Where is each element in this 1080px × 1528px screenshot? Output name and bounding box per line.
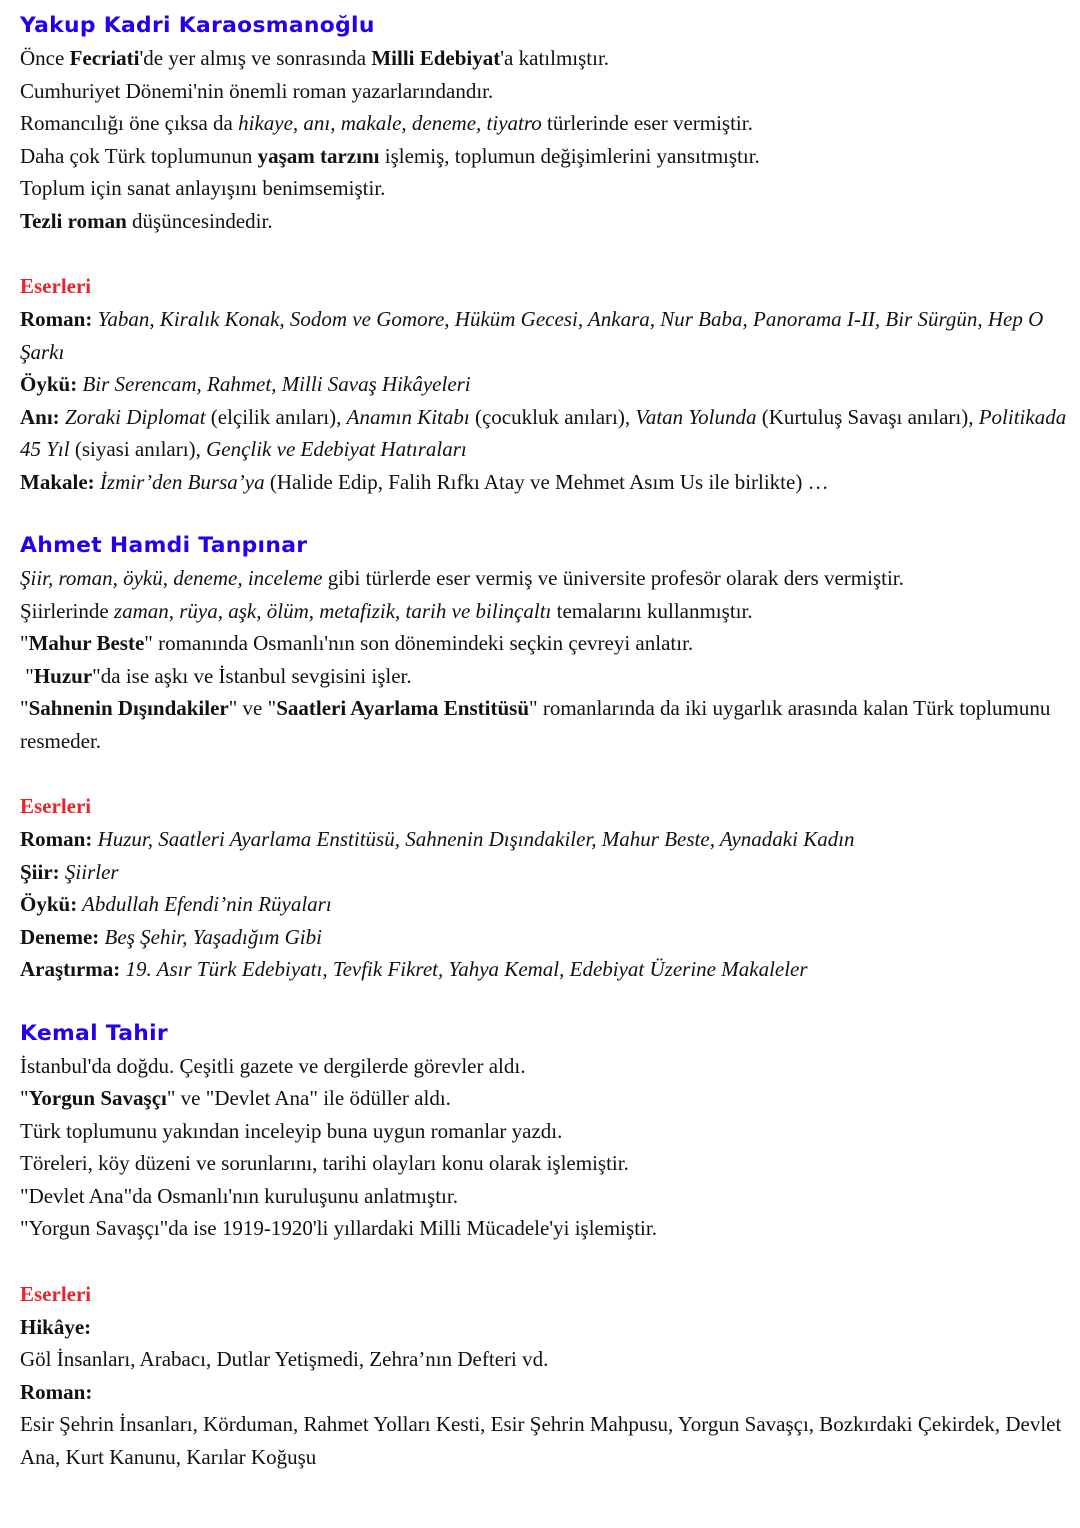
ahmet-works-deneme: Deneme: Beş Şehir, Yaşadığım Gibi [20,924,322,949]
kemal-hikaye-label: Hikâye: [20,1314,92,1339]
kemal-roman-label: Roman: [20,1379,93,1404]
ahmet-works-roman: Roman: Huzur, Saatleri Ayarlama Enstitüsü, Sahnenin Dışındakiler, Mahur Beste, Aynadaki Kadın [20,827,855,851]
ahmet-works-siir: Şiir: Şiirler [20,859,119,884]
ahmet-works-heading: Eserleri [20,794,92,818]
author-heading-ahmet: Ahmet Hamdi Tanpınar [20,533,308,557]
yakup-line-3: Romancılığı öne çıksa da hikaye, anı, makale, deneme, tiyatro türlerinde eser vermiştir. [20,111,753,135]
yakup-line-1: Önce Fecriati'de yer almış ve sonrasında Milli Edebiyat'a katılmıştır. [20,46,610,70]
kemal-line-4: Töreleri, köy düzeni ve sorunlarını, tarihi olayları konu olarak işlemiştir. [20,1151,629,1175]
ahmet-line-2: Şiirlerinde zaman, rüya, aşk, ölüm, metafizik, tarih ve bilinçaltı temalarını kullanmıştır. [20,598,753,623]
yakup-works-roman: Roman: Yaban, Kiralık Konak, Sodom ve Gomore, Hüküm Gecesi, Ankara, Nur Baba, Panorama I-II, Bir Sürgün, Hep O Şarkı [20,307,1044,364]
author-heading-yakup: Yakup Kadri Karaosmanoğlu [20,13,375,37]
yakup-line-2: Cumhuriyet Dönemi'nin önemli roman yazarlarındandır. [20,78,494,103]
yakup-works-ani: Anı: Zoraki Diplomat (elçilik anıları), Anamın Kitabı (çocukluk anıları), Vatan Yolunda (Kurtuluş Savaşı anıları), Politikada 45 Yıl (siyasi anıları), Gençlik ve Edebiyat Hatıraları [20,404,1067,461]
yakup-works-makale: Makale: İzmir’den Bursa’ya (Halide Edip, Falih Rıfkı Atay ve Mehmet Asım Us ile birlikte) … [20,469,829,494]
ahmet-line-5: "Sahnenin Dışındakiler" ve "Saatleri Ayarlama Enstitüsü" romanlarında da iki uygarlık arasında kalan Türk toplumunu resmeder. [20,696,1051,753]
yakup-works-oyku: Öykü: Bir Serencam, Rahmet, Milli Savaş Hikâyeleri [20,372,471,396]
yakup-line-4: Daha çok Türk toplumunun yaşam tarzını işlemiş, toplumun değişimlerini yansıtmıştır. [20,143,760,168]
kemal-roman-list: Esir Şehrin İnsanları, Körduman, Rahmet Yolları Kesti, Esir Şehrin Mahpusu, Yorgun Savaşçı, Bozkırdaki Çekirdek, Devlet Ana, Kurt Kanunu, Karılar Koğuşu [20,1412,1062,1469]
ahmet-works-arastirma: Araştırma: 19. Asır Türk Edebiyatı, Tevfik Fikret, Yahya Kemal, Edebiyat Üzerine Makaleler [20,957,808,981]
ahmet-works-oyku: Öykü: Abdullah Efendi’nin Rüyaları [20,892,332,916]
kemal-line-5: "Devlet Ana"da Osmanlı'nın kuruluşunu anlatmıştır. [20,1183,458,1208]
ahmet-line-1: Şiir, roman, öykü, deneme, inceleme gibi türlerde eser vermiş ve üniversite profesör olarak ders vermiştir. [20,566,904,590]
kemal-line-6: "Yorgun Savaşçı"da ise 1919-1920'li yıllardaki Milli Mücadele'yi işlemiştir. [20,1216,657,1240]
kemal-hikaye-list: Göl İnsanları, Arabacı, Dutlar Yetişmedi, Zehra’nın Defteri vd. [20,1347,549,1371]
kemal-line-3: Türk toplumunu yakından inceleyip buna uygun romanlar yazdı. [20,1118,563,1143]
author-heading-kemal: Kemal Tahir [20,1020,169,1045]
yakup-line-5: Toplum için sanat anlayışını benimsemiştir. [20,176,386,200]
ahmet-line-3: "Mahur Beste" romanında Osmanlı'nın son dönemindeki seçkin çevreyi anlatır. [20,631,694,655]
ahmet-line-4: "Huzur"da ise aşkı ve İstanbul sevgisini işler. [20,663,412,688]
yakup-works-heading: Eserleri [20,274,92,298]
kemal-line-1: İstanbul'da doğdu. Çeşitli gazete ve dergilerde görevler aldı. [20,1053,526,1078]
yakup-line-6: Tezli roman düşüncesindedir. [20,208,273,233]
kemal-line-2: "Yorgun Savaşçı" ve "Devlet Ana" ile ödüller aldı. [20,1086,451,1110]
kemal-works-heading: Eserleri [20,1281,92,1306]
